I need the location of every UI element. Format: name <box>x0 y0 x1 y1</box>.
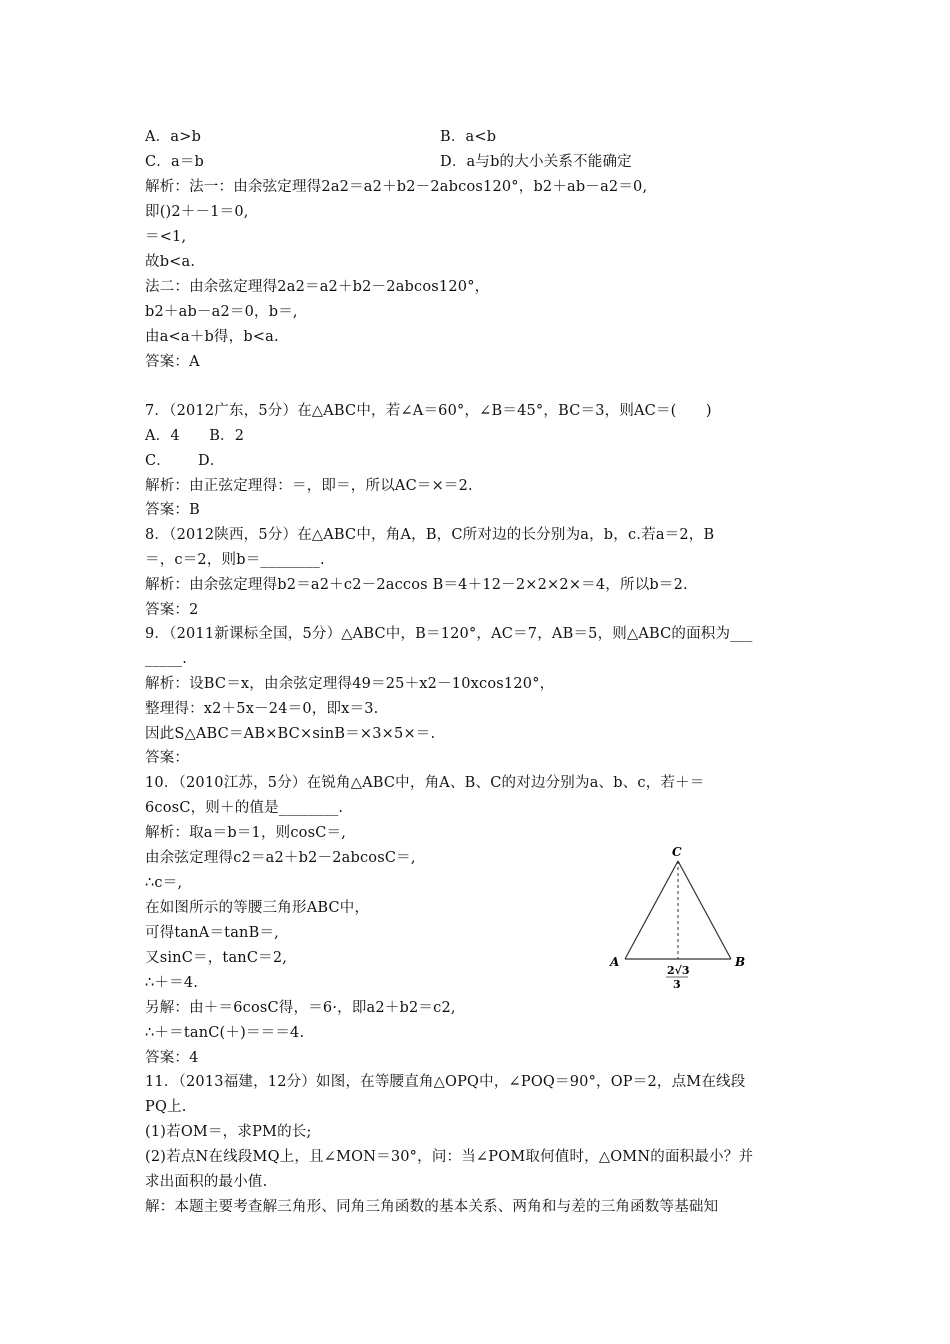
solution-line: 因此S△ABC＝AB×BC×sinB＝×3×5×＝. <box>145 726 436 742</box>
solution-line: 另解：由＋＝6cosC得，＝6·，即a2＋b2＝c2, <box>145 1000 456 1016</box>
option-a: A．a>b <box>145 129 202 145</box>
solution-line: ＝<1, <box>145 229 187 245</box>
solution-line: 解析：由余弦定理得b2＝a2＋c2－2accos B＝4＋12－2×2×2×＝4，所以b＝2. <box>145 577 688 593</box>
base-length-denominator: 3 <box>673 978 681 991</box>
label-c: C <box>672 845 682 859</box>
solution-line: 法二：由余弦定理得2a2＝a2＋b2－2abcos120°， <box>145 279 490 295</box>
side-ac <box>625 861 678 959</box>
question-7-options: A．4 B．2 <box>145 428 245 444</box>
base-length-numerator: 2√3 <box>667 964 690 977</box>
solution-line: b2＋ab－a2＝0，b＝, <box>145 304 298 320</box>
solution-line: 由余弦定理得c2＝a2＋b2－2abcosC＝, <box>145 850 416 866</box>
option-c: C．a＝b <box>145 154 205 170</box>
question-9: _____. <box>145 651 188 667</box>
question-11: PQ上. <box>145 1099 187 1115</box>
solution-line: 即()2＋－1＝0, <box>145 204 249 220</box>
question-8: ＝，c＝2，则b＝________. <box>145 552 325 568</box>
answer-line: 答案： <box>145 750 190 766</box>
question-8: 8．（2012陕西，5分）在△ABC中，角A，B，C所对边的长分别为a，b，c.若a＝2，B <box>145 527 715 543</box>
answer-line: 答案：4 <box>145 1050 199 1066</box>
question-11-part: 求出面积的最小值. <box>145 1174 268 1190</box>
solution-line: 故b<a. <box>145 254 196 270</box>
solution-line: 解析：取a＝b＝1，则cosC＝, <box>145 825 347 841</box>
solution-line: 可得tanA＝tanB＝, <box>145 925 279 941</box>
question-11-part: (1)若OM＝，求PM的长; <box>145 1124 312 1140</box>
question-7: 7．（2012广东，5分）在△ABC中，若∠A＝60°，∠B＝45°，BC＝3，则AC＝( ) <box>145 403 712 419</box>
isosceles-triangle-figure <box>603 843 753 993</box>
question-11: 11．（2013福建，12分）如图，在等腰直角△OPQ中，∠POQ＝90°，OP＝2，点M在线段 <box>145 1074 746 1090</box>
solution-line: ∴＋＝4. <box>145 975 199 991</box>
answer-line: 答案：2 <box>145 602 199 618</box>
question-9: 9．（2011新课标全国，5分）△ABC中，B＝120°，AC＝7，AB＝5，则△ABC的面积为___ <box>145 626 753 642</box>
solution-line: ∴c＝, <box>145 875 183 891</box>
answer-line: 答案：A <box>145 354 200 370</box>
question-11-part: (2)若点N在线段MQ上，且∠MON＝30°，问：当∠POM取何值时，△OMN的面积最小？并 <box>145 1149 754 1165</box>
label-a: A <box>610 955 620 969</box>
solution-line: 解：本题主要考查解三角形、同角三角函数的基本关系、两角和与差的三角函数等基础知 <box>145 1199 719 1215</box>
option-d: D．a与b的大小关系不能确定 <box>440 154 632 170</box>
solution-line: 整理得：x2＋5x－24＝0，即x＝3. <box>145 701 379 717</box>
label-b: B <box>735 955 746 969</box>
question-7-options: C． D． <box>145 453 225 469</box>
solution-line: 解析：由正弦定理得：＝，即＝，所以AC＝×＝2. <box>145 478 473 494</box>
answer-line: 答案：B <box>145 502 200 518</box>
question-10: 10．（2010江苏，5分）在锐角△ABC中，角A、B、C的对边分别为a、b、c，若＋＝ <box>145 775 705 791</box>
solution-line: 解析：法一：由余弦定理得2a2＝a2＋b2－2abcos120°，b2＋ab－a2＝0, <box>145 179 648 195</box>
option-b: B．a<b <box>440 129 497 145</box>
solution-line: 又sinC＝，tanC＝2, <box>145 950 288 966</box>
question-10: 6cosC，则＋的值是________. <box>145 800 344 816</box>
solution-line: 由a<a＋b得，b<a. <box>145 329 279 345</box>
solution-line: ∴＋＝tanC(＋)＝＝＝4. <box>145 1025 305 1041</box>
solution-line: 在如图所示的等腰三角形ABC中， <box>145 900 370 916</box>
side-bc <box>678 861 731 959</box>
solution-line: 解析：设BC＝x，由余弦定理得49＝25＋x2－10xcos120°， <box>145 676 555 692</box>
